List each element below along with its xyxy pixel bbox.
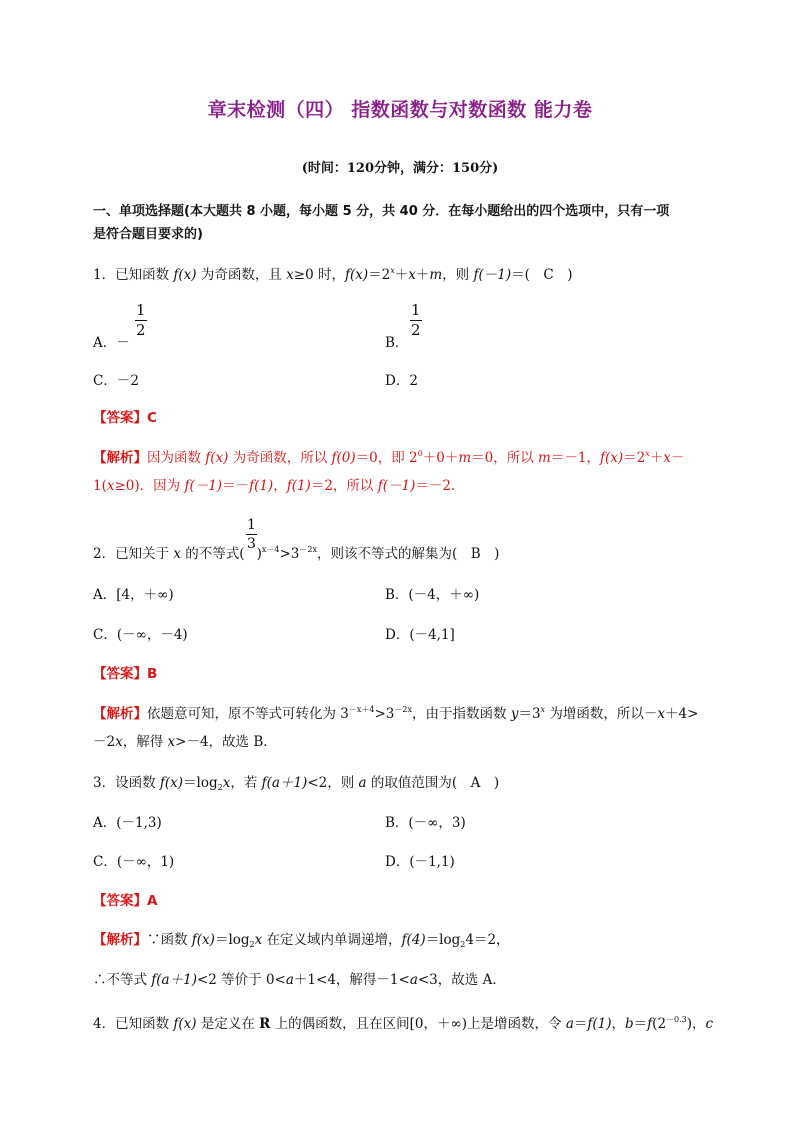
q2-option-b: B．(－4，＋∞) xyxy=(385,587,480,603)
q1-option-b: B． xyxy=(385,335,409,351)
q2-analysis-line1: 【解析】依题意可知，原不等式可转化为 $3^{-x+4}>3^{-2x}$，由于指数函数 $y=3^x$ 为增函数，所以－x＋4> xyxy=(93,705,699,722)
q1-option-c: C．－2 xyxy=(93,373,139,389)
q3-analysis-line1: 【解析】∵函数 $f(x)=\log_2x$ 在定义域内单调递增，$f(4)=\log_24=2$， xyxy=(93,932,510,949)
section-heading-line2: 是符合题目要求的) xyxy=(93,227,203,242)
q1-answer: 【答案】C xyxy=(93,410,157,426)
q2-option-a: A．[4，＋∞) xyxy=(93,587,174,603)
q1-analysis-line1: 【解析】因为函数 f(x) 为奇函数，所以 f(0)＝0，即 $2^0+0+m=0$，所以 m＝－1，$f(x)=2^x+x-$ xyxy=(93,449,685,466)
q3-option-c: C．(－∞，1) xyxy=(93,854,175,870)
q2-answer: 【答案】B xyxy=(93,666,158,682)
page-title: 章末检测（四） 指数函数与对数函数 能力卷 xyxy=(207,99,593,121)
q1-analysis-line2: 1(x≥0)．因为 f(－1)＝－f(1)，f(1)＝2，所以 f(－1)＝－2. xyxy=(93,478,456,494)
q3-option-b: B．(－∞，3) xyxy=(385,815,466,831)
q1-option-a-fraction: $\frac{1}{2}$ xyxy=(136,301,146,339)
page-subtitle: (时间：120分钟，满分：150分) xyxy=(301,161,499,176)
q1-option-b-fraction: $\frac{1}{2}$ xyxy=(411,301,421,339)
q3-analysis-line2: ∴不等式 f(a＋1)<2 等价于 0<a＋1<4，解得－1<a<3，故选 A． xyxy=(93,972,506,988)
question-1-stem: 1．已知函数 f(x) 为奇函数，且 x≥0 时，$f(x)=2^x+x+m$，则 f(－1)＝( C ) xyxy=(93,266,573,283)
question-4-stem: 4．已知函数 f(x) 是定义在 R 上的偶函数，且在区间[0，＋∞)上是增函数，令 a＝f(1)，$b=f(2^{-0.3})$，c xyxy=(93,1015,714,1032)
q2-analysis-line2: －2x，解得 x>－4，故选 B． xyxy=(93,734,277,750)
q2-fraction: $\frac{1}{3}$ xyxy=(247,517,256,552)
q3-answer: 【答案】A xyxy=(93,893,158,909)
q3-option-d: D．(－1,1) xyxy=(385,854,455,870)
q1-option-a: A．－ xyxy=(93,335,130,351)
question-2-stem: 2．已知关于 x 的不等式( )$^{x-4}>3^{-2x}$，则该不等式的解集为( B ) xyxy=(93,545,500,562)
q2-option-c: C．(－∞，－4) xyxy=(93,627,188,643)
q3-option-a: A．(－1,3) xyxy=(93,815,162,831)
q2-option-d: D．(－4,1] xyxy=(385,627,455,643)
question-3-stem: 3．设函数 $f(x)=\log_2x$，若 f(a＋1)<2，则 a 的取值范围为( A ) xyxy=(93,775,500,792)
q1-option-d: D．2 xyxy=(385,373,418,389)
section-heading-line1: 一、单项选择题(本大题共 8 小题，每小题 5 分，共 40 分．在每小题给出的四个选项中，只有一项 xyxy=(93,204,670,219)
